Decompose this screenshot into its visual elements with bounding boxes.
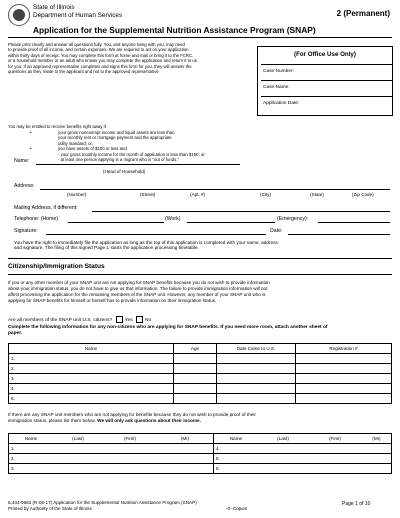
name-label: Name: bbox=[14, 158, 30, 164]
eligible-item: - at least one person applying is a migrant who is "out of funds." bbox=[58, 157, 180, 163]
case-name-field[interactable]: Case Name: bbox=[261, 80, 392, 94]
eligible-intro: You may be entitled to receive benefits right away if bbox=[8, 124, 106, 129]
yes-checkbox[interactable] bbox=[116, 316, 123, 323]
header-divider bbox=[8, 37, 392, 38]
mailing-address-label: Mailing Address, if different: bbox=[14, 205, 78, 211]
address-city-label: (City) bbox=[260, 192, 271, 197]
eligible-list bbox=[8, 130, 258, 162]
office-use-title: (For Office Use Only) bbox=[294, 51, 356, 58]
telephone-emergency-field[interactable] bbox=[318, 222, 390, 223]
mailing-address-field[interactable] bbox=[92, 211, 390, 212]
department-name: Department of Human Services bbox=[33, 12, 123, 19]
citizenship-heading: Citizenship/Immigration Status bbox=[8, 263, 105, 270]
address-field[interactable] bbox=[40, 189, 390, 190]
signature-label: Signature: bbox=[14, 228, 38, 234]
col-registration-header: Registration # bbox=[296, 344, 392, 354]
no-label: No bbox=[145, 317, 152, 323]
application-date-field[interactable]: Application Date: bbox=[261, 96, 392, 110]
table-header-row bbox=[9, 344, 392, 354]
col-name-header: Name bbox=[9, 344, 174, 354]
nonapplying-members-table bbox=[8, 433, 392, 474]
table-row[interactable]: 5. bbox=[9, 394, 392, 404]
table-row[interactable]: 1. 4. bbox=[9, 444, 392, 454]
footer-form-id: IL444-0683 (R-06-17) Application for the Supplemental Nutrition Assistance Program (SNAP) bbox=[8, 500, 197, 505]
table-row[interactable]: 3. 6. bbox=[9, 464, 392, 474]
office-use-box bbox=[257, 46, 393, 116]
citizenship-paragraph: If you or any other member of your SNAP unit are not applying for SNAP benefits because you do not wish to provide information about your immigration status, you do not have to give us that information. The failure to provide immigration information will not affect processing the application for the remaining members of the SNAP unit. However, any member of your SNAP unit who is applying for SNAP benefits for himself or herself has to provide information on their immigration status. bbox=[8, 280, 270, 303]
telephone-work-field[interactable] bbox=[187, 222, 275, 223]
date-field[interactable] bbox=[288, 234, 390, 235]
address-zip-label: (Zip Code) bbox=[352, 192, 374, 197]
intro-line: Please print clearly and answer all questions fully. You, and anyone living with you, may need bbox=[8, 42, 185, 47]
intro-line: for you. If an approved representative completes and signs this form for you, they will answer the bbox=[8, 63, 192, 69]
eligible-item: your monthly rent or mortgage payment and the appropriate bbox=[58, 135, 172, 141]
footer-copies: -0- Copies bbox=[226, 506, 248, 511]
address-apt-label: (Apt. #) bbox=[190, 192, 206, 197]
illinois-seal-icon bbox=[8, 4, 30, 26]
head-of-household-label: (Head of Household) bbox=[103, 169, 146, 174]
nonapplying-members-text: If there are any SNAP unit members who are not applying for benefits because they do not wish to provide proof of their immigration status, please list them below. We will only ask questions about their income. bbox=[8, 412, 256, 423]
form-title: Application for the Supplemental Nutrition Assistance Program (SNAP) bbox=[33, 25, 316, 35]
noncitizen-instructions: Complete the following information for any non-citizens who are applying for SNAP benefits. If you need more room, attach another sheet of paper. bbox=[8, 325, 328, 336]
no-checkbox[interactable] bbox=[136, 316, 143, 323]
bullet-icon: • bbox=[30, 130, 32, 135]
footer-authority: Printed by Authority of the State of Illinois bbox=[8, 506, 92, 511]
citizens-question: Are all members of the SNAP unit U.S. citizens? Yes No bbox=[8, 317, 152, 323]
form-tag: 2 (Permanent) bbox=[336, 9, 390, 18]
intro-line: to provide proof of all income, and certain expenses. We are required to act on your application bbox=[8, 47, 189, 53]
address-street-label: (Street) bbox=[140, 192, 156, 197]
telephone-home-label: Telephone: (Home) bbox=[14, 216, 59, 222]
name-field[interactable] bbox=[36, 164, 240, 165]
table-row[interactable]: 2. 5. bbox=[9, 454, 392, 464]
telephone-home-field[interactable] bbox=[68, 222, 164, 223]
section-divider bbox=[8, 258, 392, 259]
intro-line: within thirty days of receipt. You may complete this form at home and mail or bring it to the FCRC, bbox=[8, 52, 194, 58]
intro-paragraph bbox=[8, 42, 256, 74]
table-row[interactable]: 2. bbox=[9, 364, 392, 374]
eligible-item: utility standard; or, bbox=[58, 140, 93, 146]
telephone-emergency-label: (Emergency): bbox=[277, 216, 309, 222]
table-row[interactable]: 1. bbox=[9, 354, 392, 364]
telephone-work-label: (Work) bbox=[165, 216, 181, 222]
eligible-item: - your gross monthly income for the month of application is less than $150; or bbox=[58, 151, 205, 157]
col-age-header: Age bbox=[174, 344, 217, 354]
table-row[interactable]: 4. bbox=[9, 384, 392, 394]
address-label: Address: bbox=[14, 183, 35, 189]
intro-line: or a household member or an adult who knows you may complete the application and return it to us bbox=[8, 58, 197, 64]
table-row[interactable]: 3. bbox=[9, 374, 392, 384]
address-state-label: (State) bbox=[310, 192, 324, 197]
case-number-field[interactable]: Case Number: bbox=[261, 64, 392, 78]
date-label: Date: bbox=[270, 228, 283, 234]
eligible-item: you have assets of $100 or less and bbox=[58, 146, 127, 152]
filing-rights-text: You have the right to immediately file the application as long as the top of this application is completed with your name, address and signature. The filing of this signed Page 1 starts the application processing timetable. bbox=[14, 240, 278, 251]
col-date-header: Date Came to U.S. bbox=[217, 344, 296, 354]
state-name: State of Illinois bbox=[33, 4, 75, 11]
bullet-icon: • bbox=[30, 146, 32, 152]
yes-label: Yes bbox=[124, 317, 133, 323]
eligible-item: your gross nonexempt income and liquid assets are less than bbox=[58, 130, 175, 135]
address-number-label: (Number) bbox=[67, 192, 87, 197]
noncitizen-table bbox=[8, 343, 392, 404]
section-divider bbox=[8, 274, 392, 275]
signature-field[interactable] bbox=[46, 234, 266, 235]
intro-line: questions as they relate to the applicant and not to the approved representative bbox=[8, 69, 159, 75]
page-number: Page 1 of 10 bbox=[342, 501, 371, 507]
table-header-row: Name (Last) (First) (MI) Name (Last) (First) (MI) bbox=[9, 434, 392, 444]
